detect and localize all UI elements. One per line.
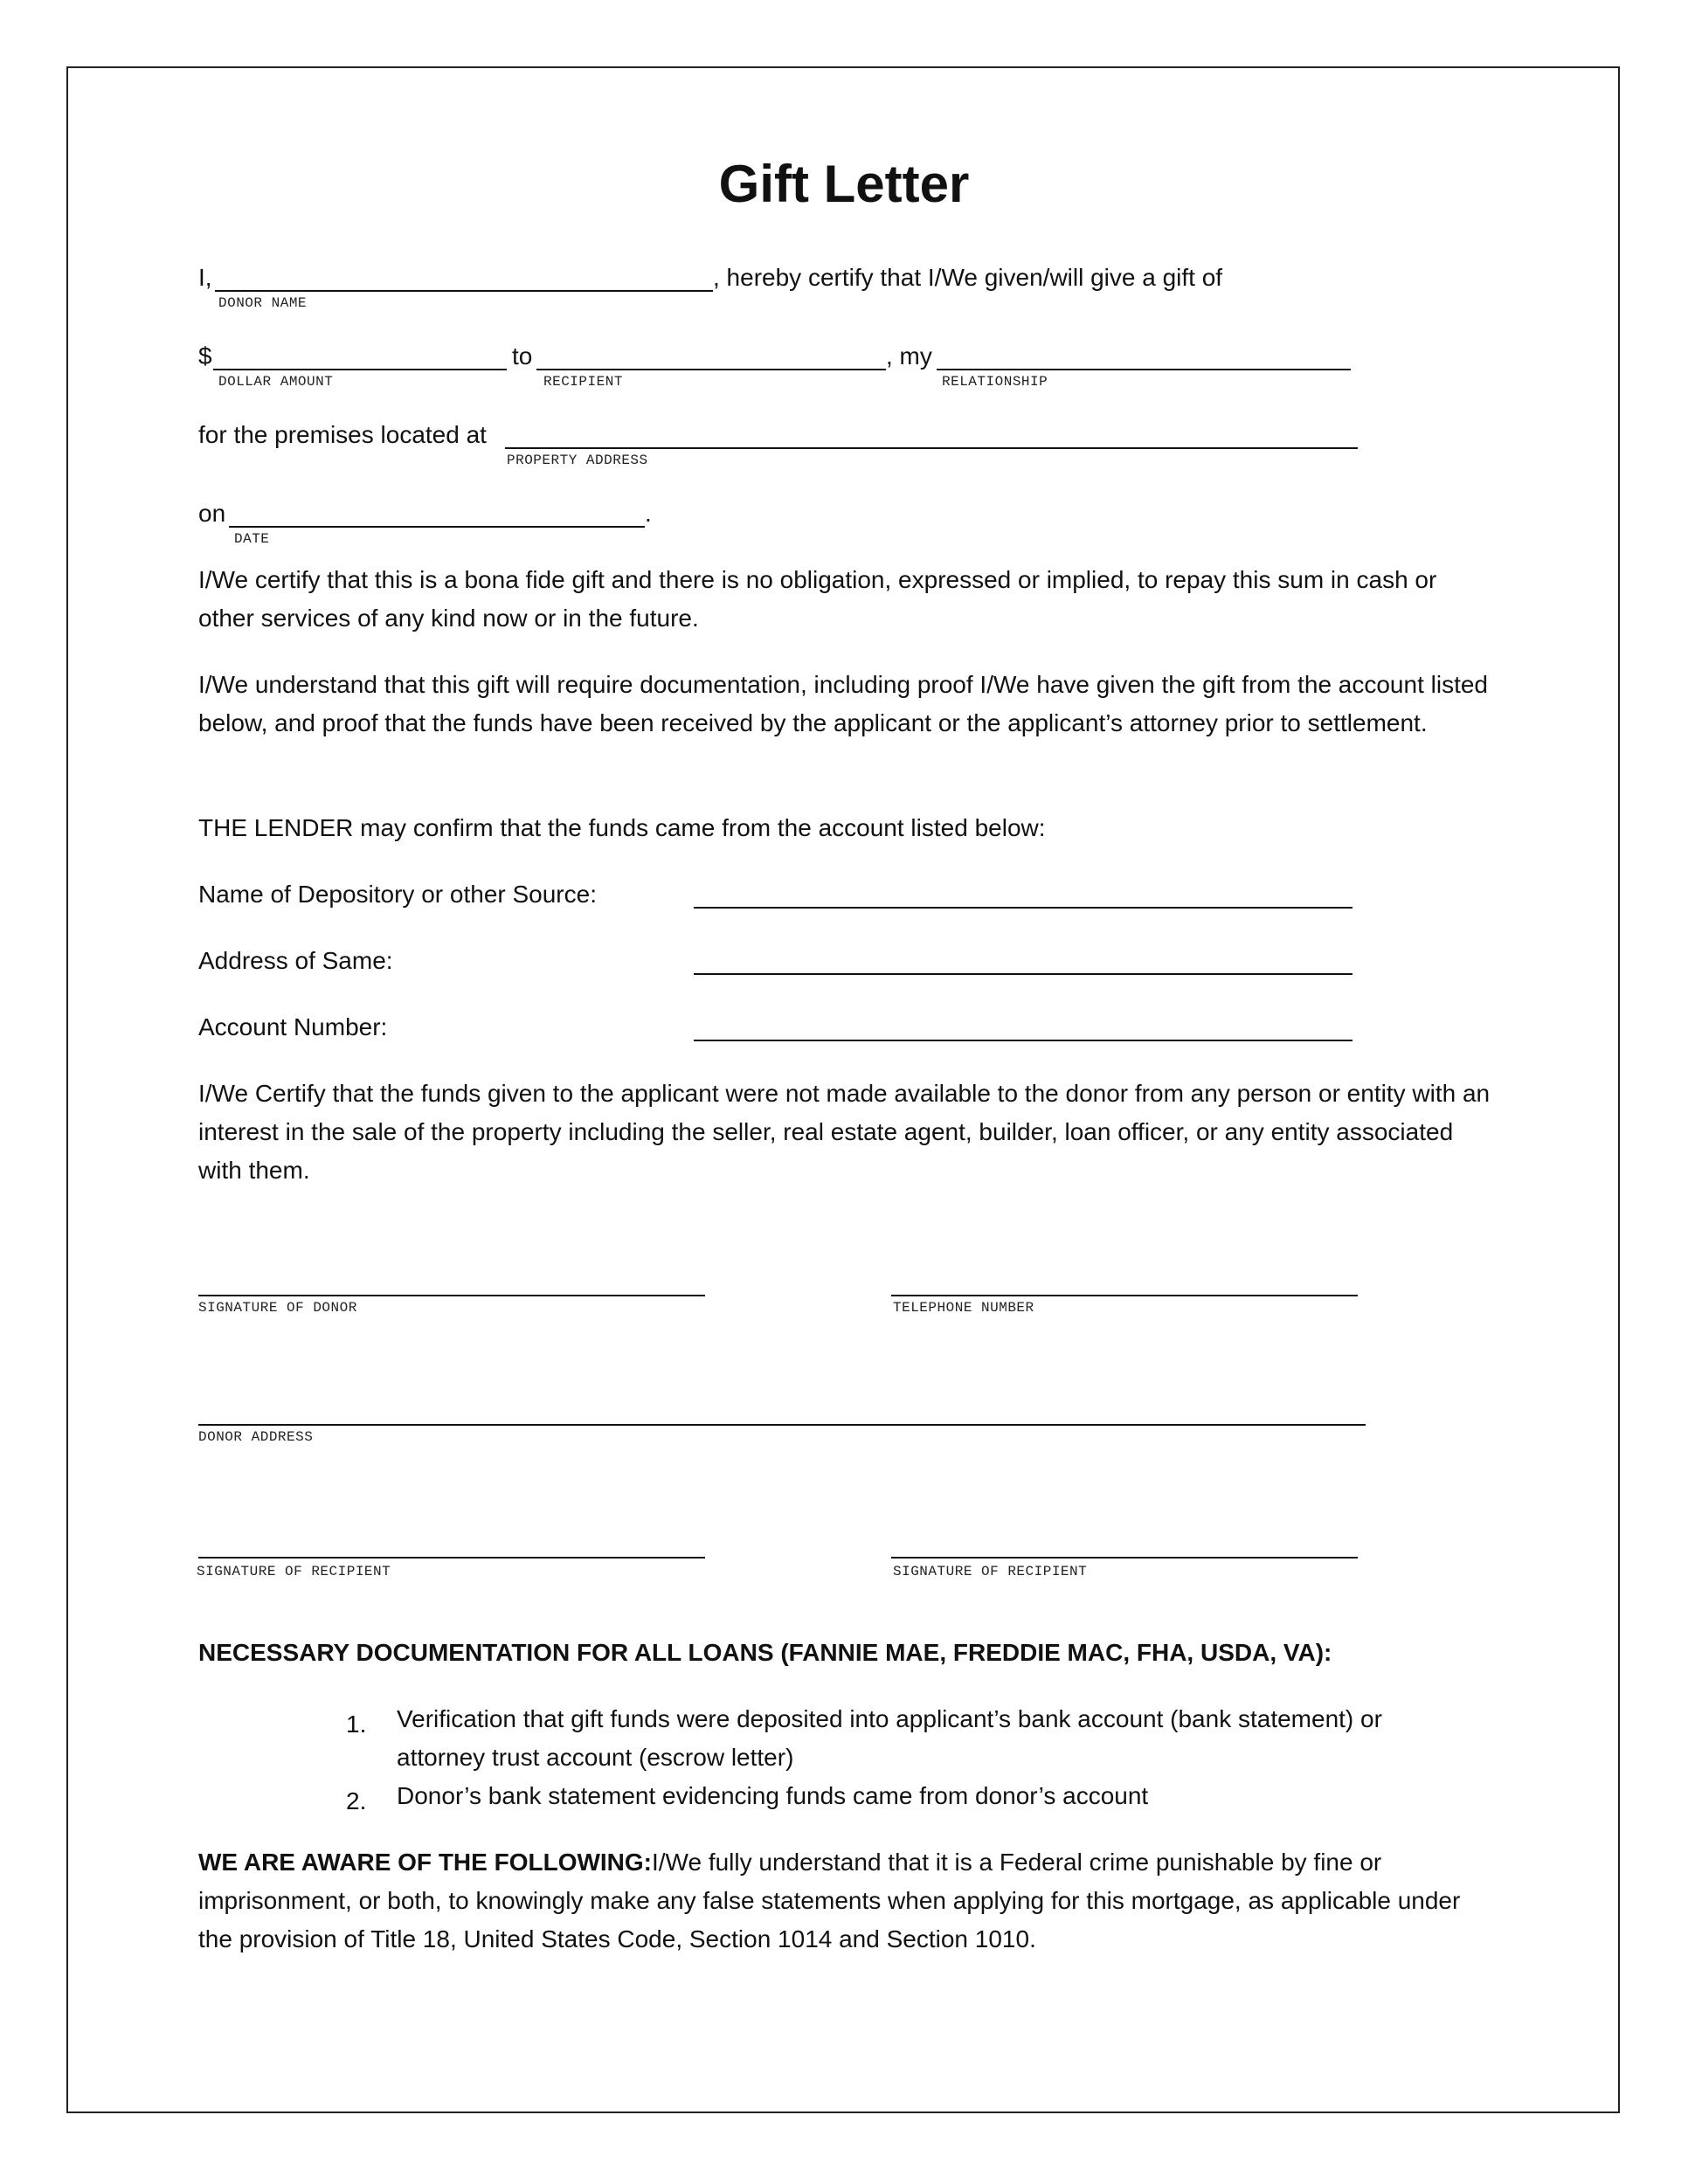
telephone-field[interactable] (891, 1295, 1358, 1296)
address-of-same-label: Address of Same: (198, 947, 393, 974)
relationship-field[interactable] (937, 369, 1351, 370)
doc-item-2-number: 2. (346, 1787, 367, 1814)
dollar-sign: $ (198, 342, 212, 370)
depository-label: Name of Depository or other Source: (198, 881, 597, 908)
certify-text: , hereby certify that I/We given/will give a gift of (713, 264, 1223, 291)
property-address-label: PROPERTY ADDRESS (507, 453, 648, 468)
my-text: , my (886, 342, 932, 370)
on-text: on (198, 500, 226, 527)
dollar-amount-field[interactable] (213, 369, 507, 370)
recipient-field[interactable] (536, 369, 886, 370)
doc-item-2-text: Donor’s bank statement evidencing funds came from donor’s account (397, 1782, 1149, 1809)
date-label: DATE (234, 531, 270, 547)
donor-name-field[interactable] (215, 290, 713, 292)
date-period: . (645, 500, 652, 527)
aware-paragraph (198, 1843, 1491, 1959)
donor-signature-field[interactable] (198, 1295, 705, 1296)
donor-address-field[interactable] (198, 1424, 1366, 1426)
premises-text: for the premises located at (198, 421, 487, 448)
bona-fide-paragraph: I/We certify that this is a bona fide gift and there is no obligation, expressed or implied, to repay this sum in cash or other services of any kind now or in the future. (198, 566, 1437, 632)
recipient-signature-field-1[interactable] (198, 1557, 705, 1559)
certify-funds-paragraph: I/We Certify that the funds given to the applicant were not made available to the donor from any person or entity with an interest in the sale of the property including the seller, real estate agent, builder, loan officer, or any entity associated with them. (198, 1080, 1491, 1184)
telephone-label: TELEPHONE NUMBER (893, 1300, 1034, 1316)
lender-paragraph: THE LENDER may confirm that the funds came from the account listed below: (198, 814, 1046, 841)
donor-signature-label: SIGNATURE OF DONOR (198, 1300, 357, 1316)
aware-text: I/We fully understand that it is a Federal crime punishable by fine or imprisonment, or both, to knowingly make any false statements when applying for this mortgage, as applicable under the provision of Title 18, United States Code, Section 1014 and Section 1010. (198, 1849, 1461, 1952)
account-number-label: Account Number: (198, 1013, 388, 1040)
property-address-field[interactable] (505, 447, 1358, 449)
doc-item-1-text: Verification that gift funds were deposited into applicant’s bank account (bank statement) or attorney trust account (escrow letter) (397, 1705, 1382, 1771)
recipient-signature-label-2: SIGNATURE OF RECIPIENT (893, 1564, 1088, 1579)
account-number-field[interactable] (694, 1040, 1352, 1041)
depository-field[interactable] (694, 907, 1352, 909)
page-title: Gift Letter (718, 155, 970, 213)
documentation-paragraph: I/We understand that this gift will require documentation, including proof I/We have given the gift from the account listed below, and proof that the funds have been received by the applicant or the applicant’s attorney prior to settlement. (198, 671, 1489, 736)
recipient-label: RECIPIENT (543, 374, 623, 390)
relationship-label: RELATIONSHIP (942, 374, 1048, 390)
doc-item-1-number: 1. (346, 1711, 367, 1738)
donor-address-label: DONOR ADDRESS (198, 1429, 314, 1445)
documentation-heading: NECESSARY DOCUMENTATION FOR ALL LOANS (FANNIE MAE, FREDDIE MAC, FHA, USDA, VA): (198, 1639, 1332, 1666)
recipient-signature-label-1: SIGNATURE OF RECIPIENT (197, 1564, 391, 1579)
date-field[interactable] (229, 526, 645, 528)
to-text: to (512, 342, 533, 370)
address-of-same-field[interactable] (694, 973, 1352, 975)
recipient-signature-field-2[interactable] (891, 1557, 1358, 1559)
dollar-amount-label: DOLLAR AMOUNT (218, 374, 334, 390)
donor-prefix: I, (198, 264, 212, 291)
donor-name-label: DONOR NAME (218, 295, 308, 311)
aware-heading: WE ARE AWARE OF THE FOLLOWING: (198, 1849, 652, 1876)
